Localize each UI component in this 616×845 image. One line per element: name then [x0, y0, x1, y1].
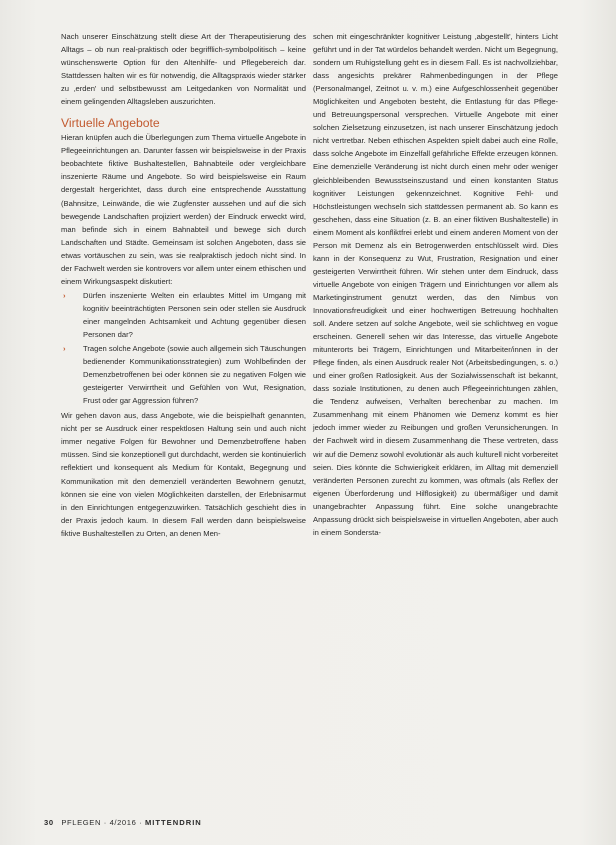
body-paragraph: schen mit eingeschränkter kognitiver Leistung ‚abgestellt', hinters Licht geführt und in der Tat würdelos behandelt werden. Nicht um Begegnung, sondern um Ruhigstellung geht es in diesem Fall. Es ist nachvollziehbar, dass angesichts prekärer Rahmenbedingungen in der Pflege (Personalmangel, Zeitnot u. v. m.) eine Aufgeschlossenheit gegenüber Möglichkeiten und Angeboten besteht, die Entlastung für das Pflege- und Betreuungspersonal versprechen. Virtuelle Angebote mit einer solchen Zielsetzung einzusetzen, ist nach unserer Einschätzung jedoch nicht vertretbar. Neben ethischen Aspekten spielt dabei auch eine Rolle, dass solche Angebote im Einzelfall gefährliche Effekte erzeugen können. Eine demenzielle Veränderung ist nicht durch einen mehr oder weniger gleichbleibenden Bewusstseinszustand und einen konstanten Status kognitiver Leistungen gekennzeichnet. Kognitive Fehl- und Höchstleistungen wechseln sich stattdessen permanent ab. So kann es geschehen, dass eine Situation (z. B. an einer fiktiven Bushaltestelle) in einem Moment als konfliktfrei erlebt und einem anderen Moment von der Person mit Demenz als ein Betrogenwerden entschlüsselt wird. Dies kann in der Konsequenz zu Wut, Frustration, Resignation und einer gesteigerten Verwirrtheit führen. Wir stehen unter dem Eindruck, dass virtuelle Angebote von einigen Trägern und Einrichtungen vor allem als Marketinginstrument genutzt werden, das den Nimbus von Innovationsfreudigkeit und einer hochwertigen Betreuung hochhalten soll. Andere setzen auf solche Angebote, weil sie schlichtweg en vogue erscheinen. Generell sehen wir das Interesse, das virtuelle Angebote mitunterorts bei Trägern, Einrichtungen und Mitarbeiter/innen in der Pflege finden, als einen Ausdruck realer Not (Arbeitsbedingungen, s. o.) und einer großen Ratlosigkeit. Aus der Sozialwissenschaft ist bekannt, dass soziale Institutionen, zu denen auch Pflegeeinrichtungen zählen, die Tendenz aufweisen, Verhalten berechenbar zu machen. Im Zusammenhang mit einem Phänomen wie Demenz kommt es hier jedoch immer wieder zu Reibungen und großen Verunsicherungen. In der Fachwelt wird in diesem Zusammenhang die These vertreten, dass wir auf die Demenz sowohl evolutionär als auch kulturell nicht vorbereitet seien. Dies könnte die Schwierigkeit erklären, im Alltag mit demenziell veränderten Personen zurecht zu kommen, was oftmals (als Reflex der eigenen Überforderung und Hilflosigkeit) zu übermäßiger und damit unangebrachter Anpassung führt. Eine solche unangebrachte Anpassung drückt sich beispielsweise in virtuellen Angeboten, aber auch in einem Sondersta-	[313, 32, 558, 537]
bullet-item: › Tragen solche Angebote (sowie auch allgemein sich Täuschungen bedienender Kommunikationsstrategien) zum Wohlbefinden der Demenzbetroffenen bei oder können sie zu negativen Folgen wie gesteigerter Verwirrtheit und Gefühlen von Wut, Resignation, Frust oder gar Aggression führen?	[61, 342, 306, 407]
left-column	[61, 30, 306, 540]
body-paragraph: Wir gehen davon aus, dass Angebote, wie die beispielhaft genannten, nicht per se Ausdruck einer respektlosen Haltung sein und auch nicht immer negative Folgen für Bewohner und Demenzbetroffene haben müssen. Sind sie konzeptionell gut durchdacht, werden sie kontinuierlich reflektiert und konsequent als Medium für Kontakt, Begegnung und Kommunikation mit den demenziell veränderten Bewohnern genutzt, können sie eine von vielen Möglichkeiten darstellen, der Erlebnisarmut in den Einrichtungen entgegenzuwirken. Tatsächlich geschieht dies in der Praxis jedoch kaum. In diesem Fall werden dann beispielsweise fiktive Bushaltestellen zu Orten, an denen Men-	[61, 411, 306, 538]
section-heading: Virtuelle Angebote	[61, 116, 160, 131]
magazine-brand: MITTENDRIN	[144, 818, 202, 827]
bullet-item: › Dürfen inszenierte Welten ein erlaubtes Mittel im Umgang mit kognitiv beeinträchtigten Personen sein oder stellen sie Ausdruck einer mangelnden Achtsamkeit und Achtung gegenüber diesen Personen dar?	[61, 289, 306, 341]
body-paragraph: Nach unserer Einschätzung stellt diese Art der Therapeutisierung des Alltags – ob nun real-praktisch oder begrifflich-symbolpolitisch – keine wünschenswerte Option für den Altenhilfe- und Pflegebereich dar. Stattdessen halten wir es für notwendig, die Alltagspraxis wieder stärker zu ‚erden' und selbstbewusst am Leitgedanken von Normalität und einem gelingenden Alltagsleben auszurichten.	[61, 32, 306, 107]
page-footer	[44, 818, 202, 827]
magazine-issue: PFLEGEN · 4/2016 ·	[61, 818, 143, 827]
page-number: 30	[44, 818, 54, 827]
bullet-list	[61, 289, 306, 407]
body-paragraph: Hieran knüpfen auch die Überlegungen zum Thema virtuelle Angebote in Pflegeeinrichtungen an. Darunter fassen wir beispielsweise in der Praxis beobachtete fiktive Bushaltestellen, Bahnabteile oder vergleichbare inszenierte Räume und Angebote. So wird beispielsweise ein Raum dergestalt hergerichtet, dass durch eine entsprechende Ausstattung (Bahnsitze, Leinwände, die wie Zugfenster aussehen und auf die sich bewegende Landschaften projiziert werden) der Eindruck erweckt wird, man befinde sich in einem Bahnabteil und bewege sich durch Landschaften und Städte. Gemeinsam ist solchen Angeboten, dass sie etwas vortäuschen zu sein, was sie realpraktisch jedoch nicht sind. In der Fachwelt werden sie kontrovers vor allem unter einem ethischen und einem Wirkungsaspekt diskutiert:	[61, 133, 306, 286]
right-column	[313, 30, 558, 539]
